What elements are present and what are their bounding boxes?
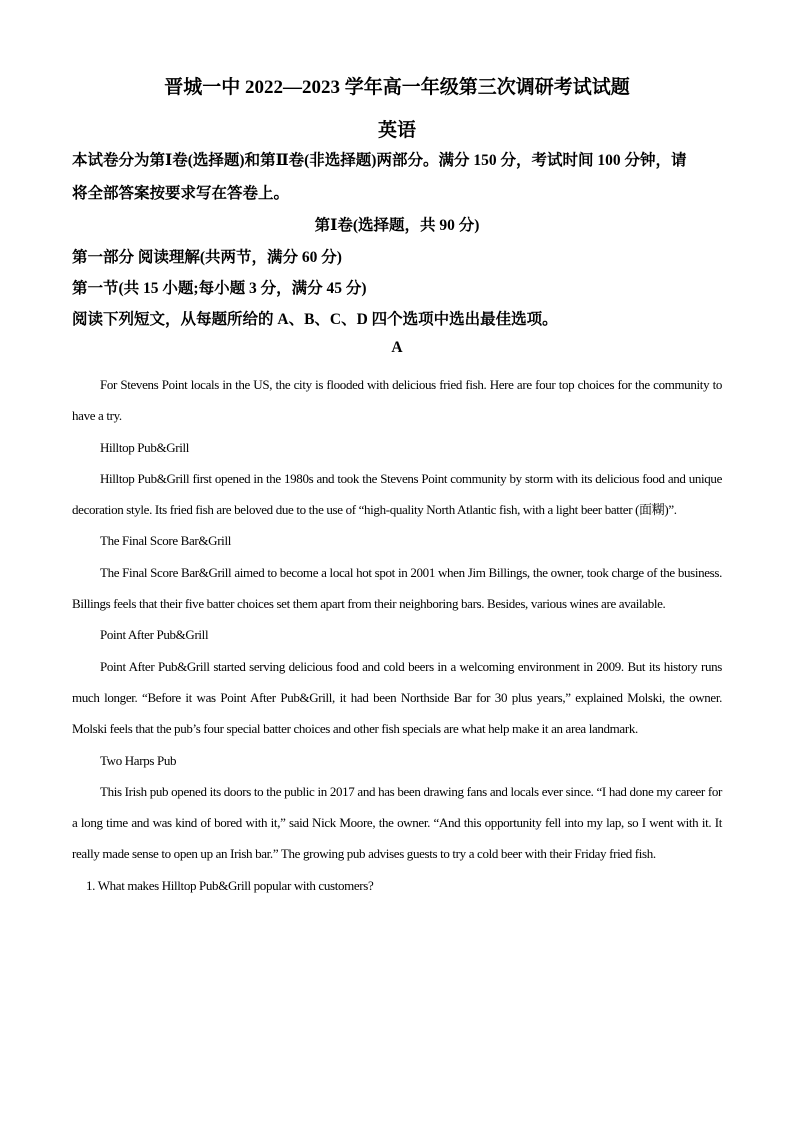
exam-title: 晋城一中 2022—2023 学年高一年级第三次调研考试试题 xyxy=(164,77,630,98)
section-heading: 第一节(共 15 小题;每小题 3 分，满分 45 分) xyxy=(72,280,367,297)
section-heading-two-harps: Two Harps Pub xyxy=(100,752,177,768)
instructions-line-1: 本试卷分为第Ⅰ卷(选择题)和第Ⅱ卷(非选择题)两部分。满分 150 分，考试时间 100 分钟，请 xyxy=(72,152,687,169)
section-body-point-after: Point After Pub&Grill started serving delicious food and cold beers in a welcoming environment in 2009. But its history runs much longer. “Before it was Point After Pub&Grill, it had been Northside Bar for 30 plus years,” explained Molski, the owner. Molski feels that the pub’s four special batter choices and other fish specials are what help make it an area landmark. xyxy=(72,658,722,737)
section-body-final-score: The Final Score Bar&Grill aimed to become a local hot spot in 2001 when Jim Billings, the owner, took charge of the business. Billings feels that their five batter choices set them apart from their neighboring bars. Besides, various wines are available. xyxy=(72,564,722,612)
passage-label: A xyxy=(391,339,403,356)
section-body-hilltop: Hilltop Pub&Grill first opened in the 1980s and took the Stevens Point community by storm with its delicious food and unique decoration style. Its fried fish are beloved due to the use of “high-quality North Atlantic fish, with a light beer batter (面糊)”. xyxy=(72,470,722,518)
question-1: 1. What makes Hilltop Pub&Grill popular with customers? xyxy=(86,877,374,893)
section-heading-final-score: The Final Score Bar&Grill xyxy=(100,533,231,549)
subject-title: 英语 xyxy=(377,120,416,141)
section-heading-hilltop: Hilltop Pub&Grill xyxy=(100,439,190,455)
volume-title: 第Ⅰ卷(选择题，共 90 分) xyxy=(314,217,480,234)
section-body-two-harps: This Irish pub opened its doors to the public in 2017 and has been drawing fans and locals ever since. “I had done my career for a long time and was kind of bored with it,” said Nick Moore, the owner. “And this opportunity fell into my lap, so I went with it. It really made sense to open up an Irish bar.” The growing pub advises guests to try a cold beer with their Friday fried fish. xyxy=(72,783,722,862)
instructions-line-2: 将全部答案按要求写在答卷上。 xyxy=(72,185,290,202)
passage-body xyxy=(72,369,722,901)
section-heading-point-after: Point After Pub&Grill xyxy=(100,627,209,643)
reading-directions: 阅读下列短文，从每题所给的 A、B、C、D 四个选项中选出最佳选项。 xyxy=(72,311,558,328)
passage-intro: For Stevens Point locals in the US, the city is flooded with delicious fried fish. Here are four top choices for the community to have a try. xyxy=(72,377,722,424)
part-heading: 第一部分 阅读理解(共两节，满分 60 分) xyxy=(72,249,342,266)
